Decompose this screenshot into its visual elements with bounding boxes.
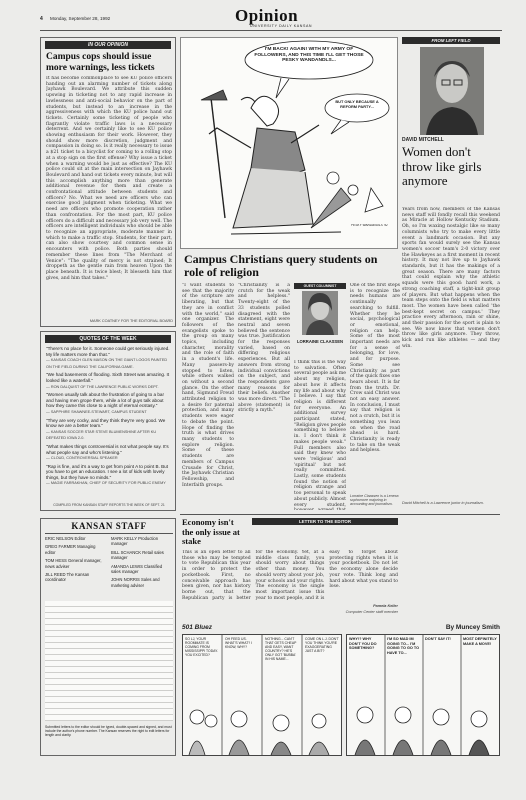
quote-1 <box>46 346 172 370</box>
guest-columnist-name: LORRAINE CLAASSEN <box>296 339 344 344</box>
comic-2-panel-1: WHY!? WHY DON'T YOU DO SOMETHING? <box>349 637 377 650</box>
editorial-signature: MARK COATNEY FOR THE EDITORIAL BOARD <box>89 319 173 323</box>
guest-columnist-photo <box>302 291 338 335</box>
comic-1-title: 501 Bluez <box>182 624 212 631</box>
staff-entry: AMANDA LEWIS Classified sales manager <box>111 563 163 575</box>
feature-column-3: I think this is the way to salvation. Often several people ask me about my religion, about how it affects my life and about why I believe. I say that religion is different for everyone. An additional survey participant stated, "Religion gives people something to believe in. I don't think it makes people weak." Full members also said they knew who were 'religious' and 'spiritual' but not really committed. Lastly, some students found the notion of religion strange and too personal to speak about publicly. Almost every student, <box>294 360 346 508</box>
letter-signature: Pamela Keller <box>373 604 398 608</box>
quote-text: "We had basements of flooding. Sixth Street was amazing. It looked like a waterfall." <box>46 372 170 383</box>
staff-entry: ERIC NELSON Editor <box>45 536 86 541</box>
quote-text: "There's no place for it. Someone could get seriously injured. My life matters more than that." <box>46 346 170 357</box>
editorial-box <box>40 37 176 327</box>
comic-1-panel-1: SO LJ, YOUR ROOMMATE IS COMING FROM MISSISSIPPI TODAY. YOU EXCITED? <box>185 637 218 658</box>
editorial-headline: Campus cops should issue more warnings, less tickets <box>46 52 155 73</box>
comic-2 <box>346 634 500 756</box>
guest-columnist-box <box>294 283 346 355</box>
quotes-banner: QUOTES OF THE WEEK <box>45 335 171 343</box>
quote-attribution: — KANSAS COACH GLEN MASON ON THE GIANT LOGOS PAINTED ON THE FIELD DURING THE CALIFORNIA GAME. <box>46 358 168 369</box>
quotes-list <box>46 346 172 502</box>
comic-1 <box>182 634 342 756</box>
quote-attribution: — RON DALQUIST OF THE LAWRENCE PUBLIC WORKS DEPT. <box>46 384 159 389</box>
quote-6 <box>46 464 172 487</box>
column-signature: David Mitchell is a Lawrence junior in journalism. <box>402 501 484 505</box>
letter-signature-title: Computer Center staff member <box>345 610 398 614</box>
letter-banner: LETTER TO THE EDITOR <box>252 518 398 525</box>
comic-2-art <box>347 635 499 755</box>
staff-box <box>40 518 176 756</box>
quote-3 <box>46 392 172 415</box>
paper-name: UNIVERSITY DAILY KANSAN <box>250 24 313 28</box>
feature-signature: Lorraine Claassen is a Lenexa sophomore majoring in accounting and journalism. <box>350 494 399 507</box>
quote-text: "They are very cocky, and they think they're very good. We know we are a better team." <box>46 417 166 429</box>
comic-2-title: By Muncey Smith <box>445 624 500 631</box>
editorial-cartoon <box>180 37 398 249</box>
masthead-rule <box>40 30 502 31</box>
quote-5 <box>46 444 172 462</box>
cartoon-signature: PESKY WANDANDLS '92 <box>351 224 388 227</box>
comic-2-panel-3: DON'T SAY IT! <box>425 637 451 641</box>
quotes-credit: COMPILED FROM KANSAN STAFF REPORTS THE WEEK OF SEPT. 21 <box>53 503 165 507</box>
letter-box <box>182 518 398 620</box>
staff-entry: MARK KELLY Production manager <box>111 536 159 547</box>
staff-entry: JILL REED The Kansan coordinator <box>45 572 90 583</box>
staff-right-list <box>111 536 173 588</box>
quote-text: "Rap is fine, and it's a way to get from point A to point B. But you have to get an education. I see a lot of kids with lovely things, but they have no minds." <box>46 463 169 480</box>
staff-entry: BILL SCHANCK Retail sales manager <box>111 549 164 561</box>
cartoon-drawing <box>181 38 397 248</box>
column-from-left-field <box>402 37 500 511</box>
quote-attribution: — KANSAS SOCCER STAR STEVE BLUMENSHINE AFTER KU DEFEATED IOWA 2-0. <box>46 429 157 441</box>
editorial-banner: IN OUR OPINION <box>45 41 171 49</box>
comic-1-panel-3: NOTHING... CAN'T THAT GETS CHEAP AND EASY, WANT COUNTRY? HE'S ONLY GOT 'BUBBA' IN HIS NAME... <box>265 637 297 662</box>
staff-title: KANSAN STAFF <box>71 521 147 531</box>
quote-2 <box>46 372 172 390</box>
guest-label: GUEST COLUMNIST <box>294 283 346 289</box>
columnist-portrait <box>420 47 484 135</box>
letter-body: This is an open letter to all those who may be tempted to vote Republican this year in order to protect the pocketbook. First, no conceivable approach has been given, nor has history borne out, that the Republican party is better for the economy. Yet, at a middle class family, you should worry about things other than money. You should worry about your job, your schools and your rights. The economy is the single most important issue this year to most people, and it is easy to forget about protecting rights when it is your pocketbook. Do not let the economy alone decide your vote. Think long and hard about what you stand to lose. <box>182 550 398 601</box>
comic-2-panel-2: I'M SO MAD IM GOING TO... I'M GOING TO GO TO HAVE TO... <box>387 637 420 655</box>
staff-entry: JOHN NORRIS Sales and marketing adviser <box>111 577 160 588</box>
letter-headline: Economy isn't the only issue at stake <box>182 518 240 546</box>
section-title: Opinion <box>235 8 299 25</box>
page-number: 4 <box>40 16 43 22</box>
column-headline: Women don't throw like girls anymore <box>402 145 482 188</box>
editorial-body: It has become commonplace to see KU police officers handing out an alarming number of tickets along Jayhawk Boulevard. We attribute this sudden upswing in ticketing not to any rapid increase in lawlessness and anti-social behavior on the part of students, but instead to an increase in the aggressiveness with which the KU police hand out tickets. Certainly some ticketing of people who flagrantly violate traffic laws is a necessary deterrent. And we certainly like to see KU police showing enthusiasm for their work. However, they should show more discretion, judgment and compassion in doing so. Is it really necessary to issue a $21 ticket to a bicyclist for coming to a rolling stop at a stop sign on the first offense? Why issue a ticket when a warning would be just as effective? The KU police could sit at the main intersection on Jayhawk Boulevard and hand out tickets every minute, but will this accomplish anything more than generate additional revenue for them and create a confrontational attitude between students and officers? No. What we need are officers who can exercise good judgment when ticketing. What we need are officers who promote cooperation rather than confrontation. For the most part, KU police officers do a difficult and necessary job very well. The officers are intelligent individuals who should be able to recognize an appropriate, moderate manner in which to make a traffic stop. Students, for their part, can also show courtesy and common sense in encounters with police. Both parties should remember these lines from "The Merchant of Venice": "The quality of mercy is not strained; It droppeth as the gentle rain from heaven Upon the place beneath. It is twice blest; It blesseth him that gives, and him that takes." <box>46 76 172 281</box>
feature-column-2: "Christianity is a crutch for the weak and helpless." Twenty-eight of the 33 students polled disagreed with the statement, eight were neutral and seven believed the sentence was true. Justification for the responses varied, based on differing religious experiences. But all answers from strong individual convictions on the subject, and the respondents gave many reasons for their beliefs. Another was more direct. "The above (statement) is strictly a myth." <box>238 283 290 414</box>
quote-text: "Women usually talk about the frustration of going to a bar and having men grope them, while a lot of guys talk about how they came this close to a night of eternal ecstasy." <box>46 392 164 409</box>
feature-column-4: One of the first steps is to recognize the needs humans are continually searching to fulfill. Whether they be social, psychological or emotional, religion can help. Some of the most important needs are for a sense of belonging, for love, and for purpose. Some see Christianity as part of the quick fixes one hears about. It is far from the truth. Dr. Crow said Christ was not an easy answer. In conclusion, I must say that religion is not a crutch, but it is something you lean on when the road ahead is hard. Christianity is ready to take on the weak and helpless. <box>350 283 400 454</box>
quote-attribution: — MAGIE FARRAKHAN, CHIEF OF SECURITY FOR PUBLIC ENEMY <box>46 481 166 486</box>
comic-1-panel-2: OH FEED US. WHAT'S WHAT? I KNOW, WHY? <box>225 637 253 650</box>
column-body: Years from now, members of the Kansas news staff will fondly recall this weekend as Miracle at Hollow Kentucky Stadium. Oh, so I'm waxing nostalgic like so many columnists who try to make every little event a landmark occasion. But any sports fan would surely see the Kansas women's soccer team's 2-0 victory over the Hawkeyes as a first moment in recent history. It may not live up to Jayhawk standards, but it has the makings of a great season. There are many factors that could explain why the athletic squads were this good: hard work, a strong coaching staff, a tight-knit group of players. But what happens when the team steps onto the field is what matters most. The women have been called 'the best-kept secret on campus.' They practice every afternoon, rain or shine, and their passion for the sport is plain to see. We now know that women don't throw like girls anymore. They throw, kick and run like athletes — and they win. <box>402 207 500 349</box>
section-rule <box>180 514 500 515</box>
staff-directory-lines <box>45 601 173 721</box>
staff-notice: Submitted letters to the editor should be typed, double-spaced and signed, and must include the author's phone number. The Kansan reserves the right to edit letters for length and clarity. <box>45 725 172 738</box>
comic-2-panel-4: MOST DEFINITELY MAKE A MOVE! <box>463 637 497 646</box>
columnist-name: DAVID MITCHELL <box>402 137 444 143</box>
comic-1-panel-4: COME ON L.J. DON'T YOU THINK YOU'RE EXAGGERATING JUST A BIT? <box>305 637 339 654</box>
columnist-photo <box>420 47 484 135</box>
quotes-box <box>40 331 176 511</box>
quote-text: "What makes things controversial is not what people say. It's what people say and who's listening." <box>46 443 169 455</box>
issue-date: Monday, September 28, 1992 <box>50 16 111 21</box>
staff-entry: TOM HESS General manager, news adviser <box>45 558 102 569</box>
staff-left-list <box>45 536 107 583</box>
feature-column-1: "I want students to see that the majority of the scripture are liberating, but that they are in conflict with the world," said one organizer. The followers of the evangelists spoke to the group on many topics, including character, morality and the role of faith in a student's life. Many passers-by stopped to listen, while others walked on without a second glance. On the other hand, Sigmund Freud attributed religion to a desire for paternal protection, and many students were eager to debate the point. Hope of finding the truth is what drives many students to explore religion. Some of these students are members of Campus Crusade for Christ, the Jayhawk Christian Fellowship, and Interfaith groups. <box>182 283 234 488</box>
quote-attribution: — SAPPHIRE SHAWNEE-STEWART, CAMPUS STUDENT <box>46 409 147 414</box>
feature-headline: Campus Christians query students on role of religion <box>184 253 378 279</box>
staff-entry: GREG FARMER Managing editor <box>45 544 96 555</box>
masthead <box>40 8 500 28</box>
staff-rule <box>45 533 173 534</box>
column-banner: FROM LEFT FIELD <box>402 37 500 44</box>
cartoon-bubble-1: I'M BACK! AGAIN! WITH MY ARMY OF FOLLOWERS, AND THIS TIME I'LL GET THOSE PESKY WANDANDLS... <box>254 47 364 64</box>
quote-attribution: — CLOUD, CONTROVERSIAL SPEAKER <box>46 456 118 461</box>
cartoon-bubble-2: BUT ONLY BECAUSE A REFORM PARTY... <box>335 100 379 109</box>
quote-4 <box>46 418 172 442</box>
